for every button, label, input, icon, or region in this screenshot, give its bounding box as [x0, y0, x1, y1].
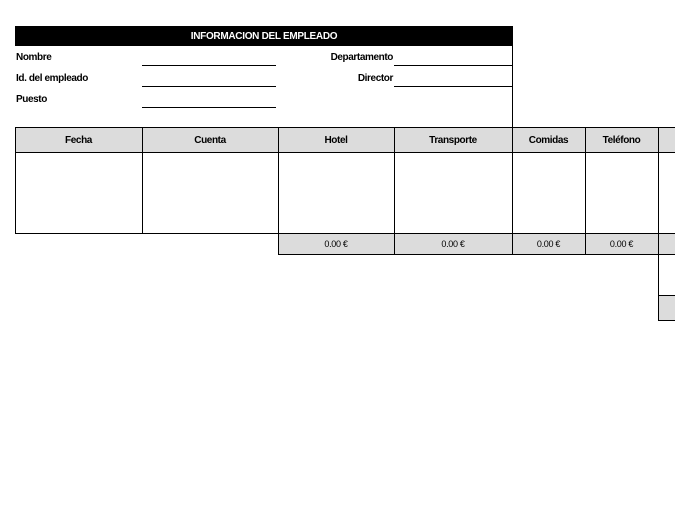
cell-comidas[interactable] — [512, 152, 585, 234]
director-field[interactable] — [394, 86, 512, 87]
totals-bottom-border — [278, 254, 675, 255]
column-header-hotel: Hotel — [278, 128, 394, 152]
label-departamento: Departamento — [330, 52, 393, 63]
label-nombre: Nombre — [16, 52, 52, 63]
puesto-field[interactable] — [142, 107, 276, 108]
column-header-telefono: Teléfono — [585, 128, 658, 152]
col-border-5 — [585, 127, 586, 255]
total-transporte: 0.00 € — [394, 234, 512, 254]
col-border-6 — [658, 127, 659, 321]
summary-top-border — [658, 295, 675, 296]
nombre-field[interactable] — [142, 65, 276, 66]
column-header-comidas: Comidas — [512, 128, 585, 152]
label-director: Director — [357, 73, 393, 84]
label-id-empleado: Id. del empleado — [16, 73, 88, 84]
cell-transporte[interactable] — [394, 152, 512, 234]
col-border-0 — [15, 127, 16, 234]
body-bottom-border — [15, 233, 675, 234]
total-cutoff — [658, 234, 675, 254]
column-header-transporte: Transporte — [394, 128, 512, 152]
col-border-4 — [512, 127, 513, 255]
cell-hotel[interactable] — [278, 152, 394, 234]
total-comidas: 0.00 € — [512, 234, 585, 254]
col-border-1 — [142, 127, 143, 234]
col-border-3 — [394, 127, 395, 255]
col-border-2 — [278, 127, 279, 255]
summary-cell-cutoff — [658, 296, 675, 320]
column-header-cutoff — [658, 128, 675, 152]
total-telefono: 0.00 € — [585, 234, 658, 254]
info-section-border — [512, 46, 513, 128]
cell-cuenta[interactable] — [142, 152, 278, 234]
table-top-border — [15, 127, 675, 128]
column-header-fecha: Fecha — [15, 128, 142, 152]
header-bottom-border — [15, 152, 675, 153]
total-hotel: 0.00 € — [278, 234, 394, 254]
employee-info-title: INFORMACION DEL EMPLEADO — [15, 26, 513, 46]
label-puesto: Puesto — [16, 94, 47, 105]
column-header-cuenta: Cuenta — [142, 128, 278, 152]
cell-telefono[interactable] — [585, 152, 658, 234]
summary-bottom-border — [658, 320, 675, 321]
departamento-field[interactable] — [394, 65, 512, 66]
id-empleado-field[interactable] — [142, 86, 276, 87]
cell-fecha[interactable] — [15, 152, 142, 234]
